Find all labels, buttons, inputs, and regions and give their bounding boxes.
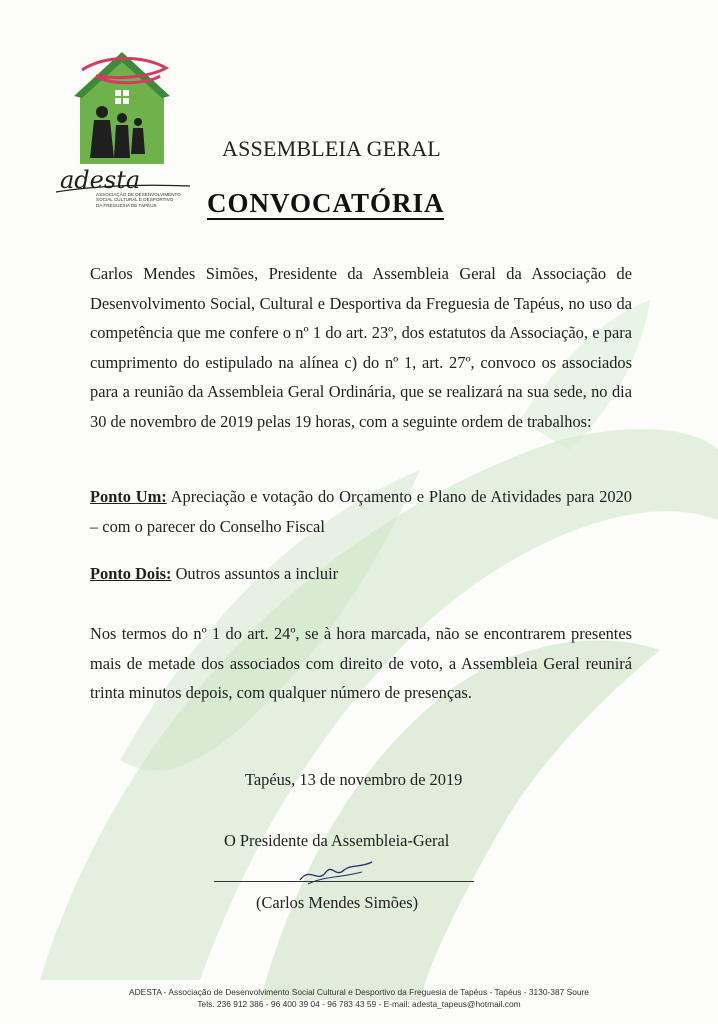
footer-address: ADESTA - Associação de Desenvolvimento Social Cultural e Desportivo da Freguesia de Tapéus - Tapéus - 3130-387 Soure [129, 987, 589, 997]
agenda-point-two [90, 559, 632, 589]
intro-paragraph: Carlos Mendes Simões, Presidente da Assembleia Geral da Associação de Desenvolvimento Social, Cultural e Desportiva da Freguesia de Tapéus, no uso da competência que me confere o nº 1 do art. 23º, dos estatutos da Associação, e para cumprimento do estipulado na alínea c) do nº 1, art. 27º, convoco os associados para a reunião da Assembleia Geral Ordinária, que se realizará na sua sede, no dia 30 de novembro de 2019 pelas 19 horas, com a seguinte ordem de trabalhos: [90, 264, 632, 431]
place-date: Tapéus, 13 de novembro de 2019 [245, 770, 463, 789]
president-name: (Carlos Mendes Simões) [256, 893, 419, 912]
document-heading: ASSEMBLEIA GERAL [222, 136, 441, 161]
signature-line [214, 881, 474, 882]
agenda-point-one [90, 482, 632, 541]
logo-subtitle-line: SOCIAL CULTURAL E DESPORTIVO [96, 197, 174, 203]
handwritten-signature [296, 858, 376, 888]
logo-subtitle-line: ASSOCIAÇÃO DE DESENVOLVIMENTO [96, 192, 181, 197]
point-one-label: Ponto Um: [90, 487, 167, 506]
quorum-paragraph: Nos termos do nº 1 do art. 24º, se à hora marcada, não se encontrarem presentes mais de metade dos associados com direito de voto, a Assembleia Geral reunirá trinta minutos depois, com qualquer número de presenças. [90, 624, 632, 703]
logo-subtitle [96, 192, 216, 208]
point-one-text: Apreciação e votação do Orçamento e Plano de Atividades para 2020 – com o parecer do Conselho Fiscal [90, 487, 632, 536]
point-two-label: Ponto Dois: [90, 564, 172, 583]
logo-subtitle-line: DA FREGUESIA DE TAPÉUS [96, 202, 157, 208]
point-two-text: Outros assuntos a incluir [171, 564, 339, 583]
president-title: O Presidente da Assembleia-Geral [224, 831, 450, 850]
footer [0, 986, 718, 1010]
document-title: CONVOCATÓRIA [207, 188, 445, 218]
footer-contacts: Tels. 236 912 386 - 96 400 39 04 - 96 783 43 59 - E-mail: adesta_tapeus@hotmail.com [197, 999, 521, 1009]
svg-text:adesta: adesta [60, 166, 141, 194]
